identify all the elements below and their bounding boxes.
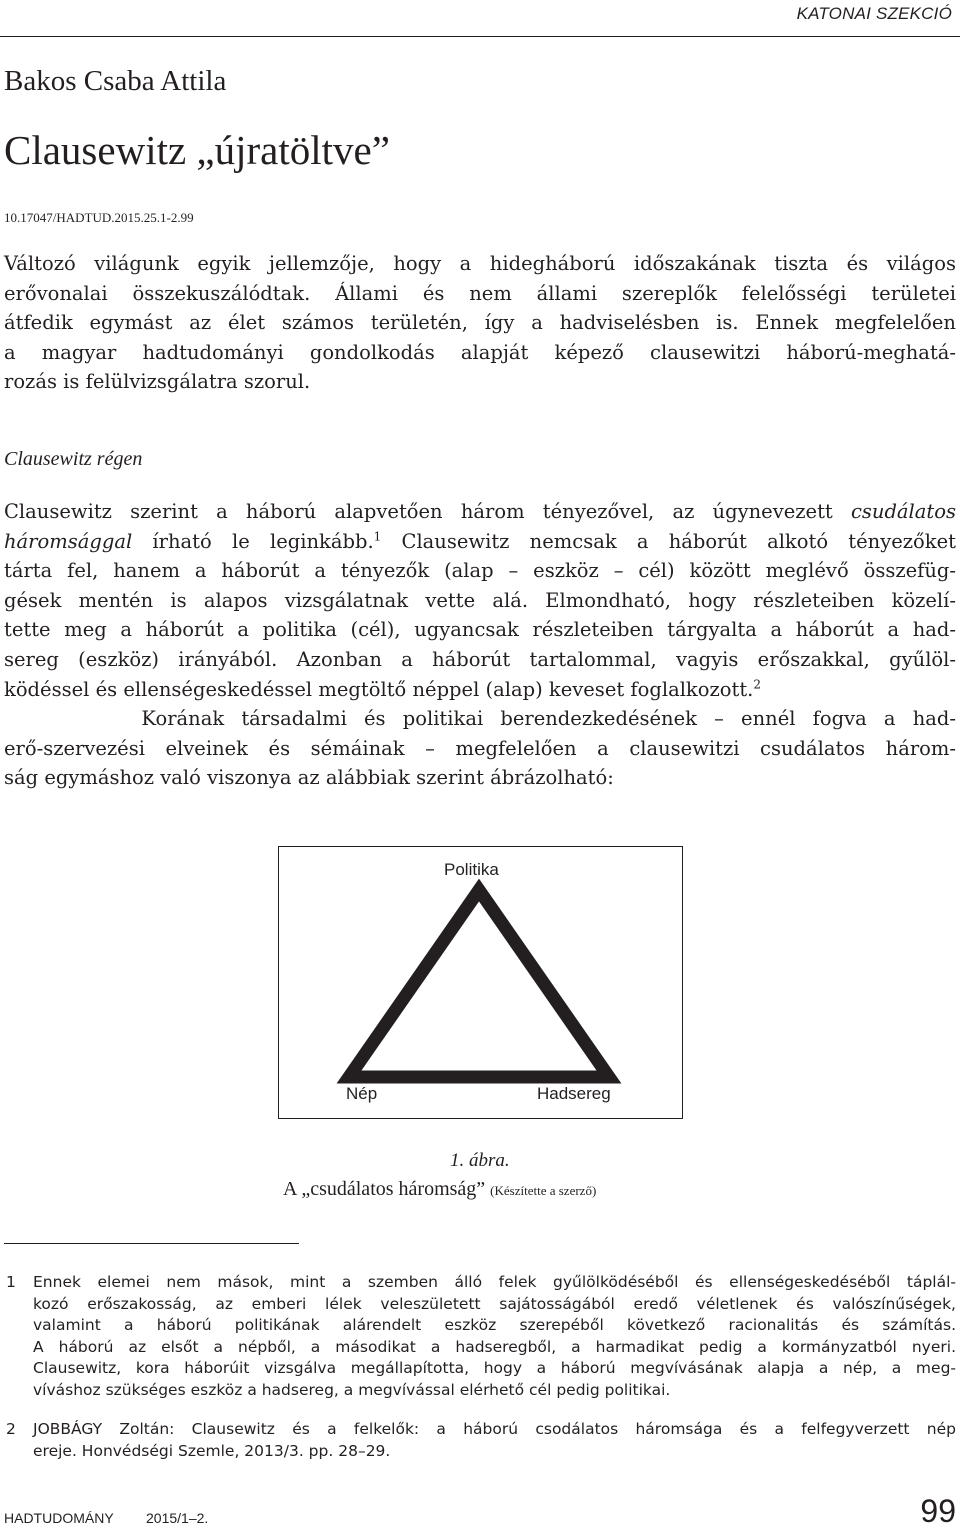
abstract-line: erővonalai összekuszálódtak. Állami és nem állami szereplők felelősségi területei	[4, 281, 956, 305]
page-number: 99	[920, 1493, 956, 1529]
doi: 10.17047/HADTUD.2015.25.1-2.99	[4, 210, 194, 225]
footnote-line: Ennek elemei nem mások, mint a szemben álló felek gyűlölködéséből és ellenségeskedéséből táplál-	[33, 1273, 956, 1291]
figure-frame	[278, 846, 683, 1119]
abstract-line: a magyar hadtudományi gondolkodás alapját képező clausewitzi háború-meghatá-	[4, 340, 956, 364]
body-text-run: Clausewitz szerint a háború alapvetően három tényezővel, az úgynevezett	[4, 500, 851, 523]
body-text-run: Clausewitz nemcsak a háborút alkotó tényezőket	[381, 529, 956, 553]
header-rule	[0, 36, 960, 37]
figure-caption	[283, 1178, 596, 1201]
footnote-line: JOBBÁGY Zoltán: Clausewitz és a felkelők: a háború csodálatos háromsága és a felfegyverzett nép	[33, 1420, 956, 1438]
footnote-body	[33, 1272, 956, 1401]
body-line: tárta fel, hanem a háborút a tényezők (alap – eszköz – cél) között meglévő összefüg-	[4, 559, 956, 583]
body-italic-run: csudálatos	[850, 500, 956, 523]
footnote-number: 2	[6, 1420, 16, 1438]
body-text-run: írható le leginkább.	[132, 529, 374, 553]
figure-label-politika: Politika	[444, 860, 499, 879]
section-body	[4, 497, 956, 793]
footnote-2	[4, 1419, 956, 1462]
footnote-ref-2[interactable]: 2	[753, 677, 762, 692]
footnote-line: kozó erőszakosság, az emberi lélek veleszületett sajátosságából eredő véletlenek és valószínűségek,	[33, 1294, 956, 1313]
abstract	[4, 249, 956, 397]
abstract-line: Változó világunk egyik jellemzője, hogy a hidegháború időszakának tiszta és világos	[4, 252, 956, 275]
body-line: tette meg a háborút a politika (cél), ugyancsak részleteiben tárgyalta a háborút a had-	[4, 618, 956, 642]
body-line: gések mentén is alapos vizsgálatnak vette alá. Elmondható, hogy részleteiben közelí-	[4, 588, 956, 612]
section-label: KATONAI SZEKCIÓ	[796, 4, 952, 23]
article-title: Clausewitz „újratöltve”	[4, 127, 390, 173]
footnote-line: Clausewitz, kora háborúit vizsgálva megállapította, hogy a háború megvívásának alapja a nép, a meg-	[33, 1359, 956, 1377]
footnote-body	[33, 1419, 956, 1462]
footnote-ref-1[interactable]: 1	[373, 529, 382, 544]
footer-journal: HADTUDOMÁNY	[4, 1510, 114, 1526]
abstract-line: átfedik egymást az élet számos területén, így a hadviselésben is. Ennek megfelelően	[4, 311, 956, 335]
body-line: sereg (eszköz) irányából. Azonban a háborút tartalommal, vagyis erőszakkal, gyűlöl-	[4, 647, 956, 671]
footnote-line: víváshoz szükséges eszköz a hadsereg, a megvívással elérhető cél pedig politikai.	[33, 1380, 671, 1399]
abstract-line: rozás is felülvizsgálatra szorul.	[4, 370, 311, 394]
figure-credit: (Készítette a szerző)	[490, 1183, 597, 1198]
footnote-1	[4, 1272, 956, 1401]
figure-label-hadsereg: Hadsereg	[537, 1084, 611, 1103]
body-line	[4, 497, 956, 527]
footnote-line: valamint a háború politikának alárendelt eszköz szerepéből következő racionalitás és számítás.	[33, 1316, 956, 1334]
footer-issue: 2015/1–2.	[146, 1510, 209, 1526]
trinity-triangle	[349, 890, 609, 1077]
footnote-line: A háború az elsőt a népből, a másodikat a hadseregből, a harmadikat pedig a kormányzatból nyeri.	[33, 1337, 956, 1356]
body-line: erő-szervezési elveinek és sémáinak – megfelelően a clausewitzi csudálatos három-	[4, 736, 956, 760]
body-line: ság egymáshoz való viszonya az alábbiak szerint ábrázolható:	[4, 766, 614, 790]
footnote-number: 1	[6, 1273, 16, 1291]
footnote-line: ereje. Honvédségi Szemle, 2013/3. pp. 28–29.	[33, 1441, 391, 1460]
body-text-run: ködéssel és ellenségeskedéssel megtöltő néppel (alap) keveset foglalkozott.	[4, 677, 754, 701]
figure-label-nep: Nép	[346, 1084, 378, 1103]
author-name: Bakos Csaba Attila	[4, 65, 227, 97]
footnote-rule	[4, 1243, 299, 1244]
body-line: Korának társadalmi és politikai berendezkedésének – ennél fogva a had-	[4, 707, 956, 731]
body-italic-run: háromsággal	[4, 529, 133, 553]
trinity-diagram	[279, 847, 684, 1120]
body-line	[4, 675, 956, 705]
body-line	[4, 527, 956, 557]
figure-caption-text: A „csudálatos háromság”	[283, 1178, 486, 1200]
figure-number: 1. ábra.	[450, 1150, 510, 1171]
section-heading: Clausewitz régen	[4, 448, 143, 470]
